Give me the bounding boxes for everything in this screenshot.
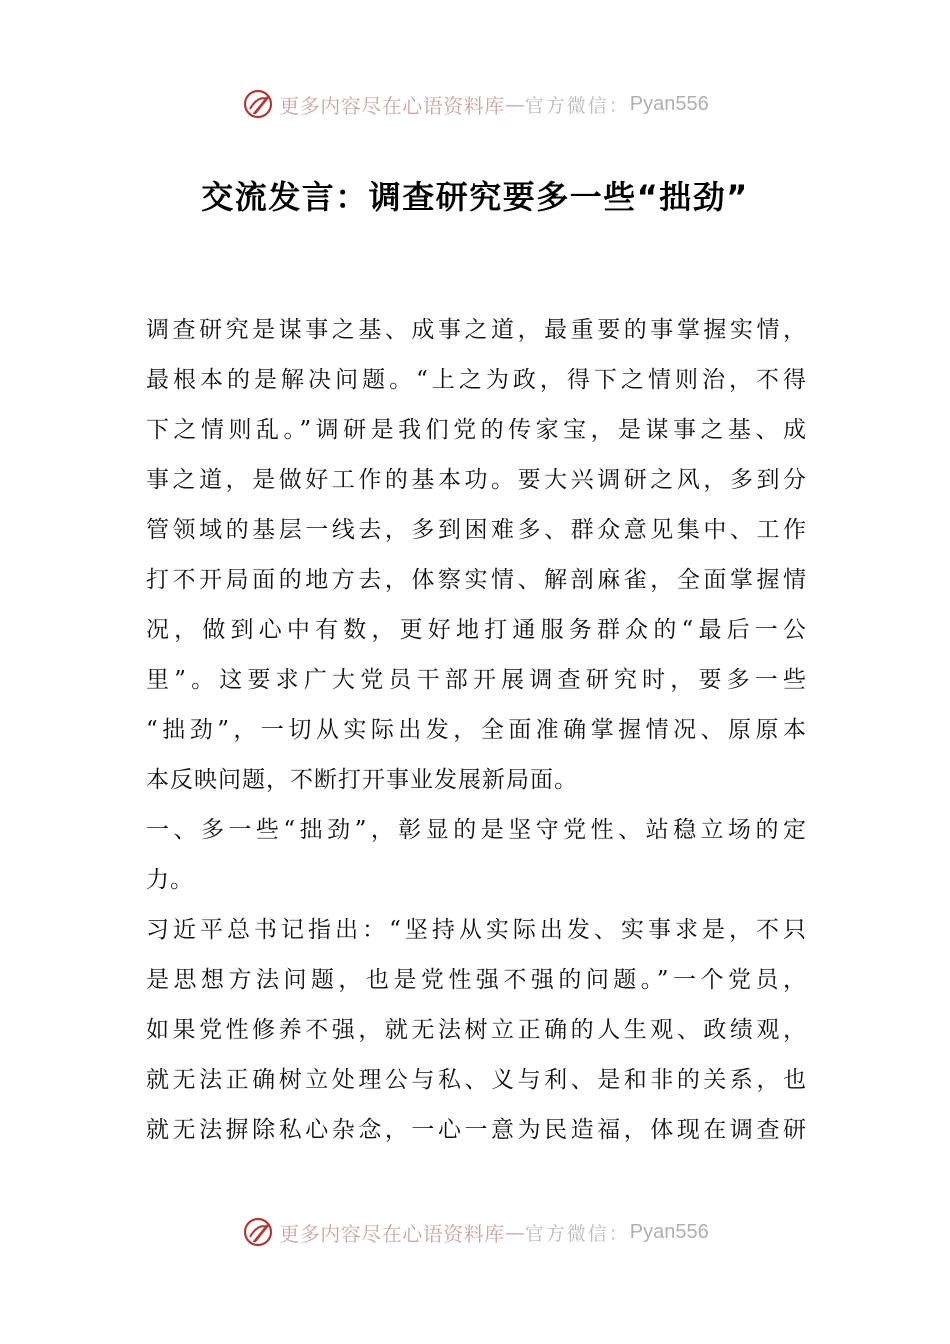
body-line: 下之情则乱。”调研是我们党的传家宝，是谋事之基、成 [146,417,806,443]
header-watermark [0,84,950,124]
watermark-separator: — [504,1220,525,1244]
document-title: 交流发言：调查研究要多一些“拙劲” [201,178,749,216]
body-line: 管领域的基层一线去，多到困难多、群众意见集中、工作 [146,517,806,543]
watermark-site-text: 更多内容尽在心语资料库 [279,93,505,118]
body-line: 本反映问题，不断打开事业发展新局面。 [146,767,578,793]
body-line: 打不开局面的地方去，体察实情、解剖麻雀，全面掌握情 [146,567,806,593]
document-body [146,305,806,1145]
section-heading-line: 一、多一些“拙劲”，彰显的是坚守党性、站稳立场的定 [146,817,806,843]
body-line: 里”。这要求广大党员干部开展调查研究时，要多一些 [146,667,806,693]
body-line: 事之道，是做好工作的基本功。要大兴调研之风，多到分 [146,467,806,493]
pen-circle-logo-icon [241,1215,275,1249]
body-line: 调查研究是谋事之基、成事之道，最重要的事掌握实情， [146,317,806,343]
body-line: 最根本的是解决问题。“上之为政，得下之情则治，不得 [146,367,806,393]
watermark-site-text: 更多内容尽在心语资料库 [279,1221,505,1246]
watermark-wechat-id: Pyan556 [629,1220,709,1243]
watermark-wechat-id: Pyan556 [629,92,709,115]
watermark-wechat-label: 官方微信： [524,1222,630,1245]
pen-circle-logo-icon [241,87,275,121]
body-line: “拙劲”，一切从实际出发，全面准确掌握情况、原原本 [146,717,806,743]
body-line: 况，做到心中有数，更好地打通服务群众的“最后一公 [146,617,806,643]
section-heading-line: 力。 [146,867,194,893]
footer-watermark [0,1212,950,1252]
body-line: 就无法摒除私心杂念，一心一意为民造福，体现在调查研 [146,1117,806,1143]
body-line: 如果党性修养不强，就无法树立正确的人生观、政绩观， [146,1017,806,1043]
body-line: 就无法正确树立处理公与私、义与利、是和非的关系，也 [146,1067,806,1093]
body-line: 是思想方法问题，也是党性强不强的问题。”一个党员， [146,967,806,993]
body-line: 习近平总书记指出：“坚持从实际出发、实事求是，不只 [146,917,806,943]
watermark-wechat-label: 官方微信： [524,94,630,117]
watermark-separator: — [504,92,525,116]
